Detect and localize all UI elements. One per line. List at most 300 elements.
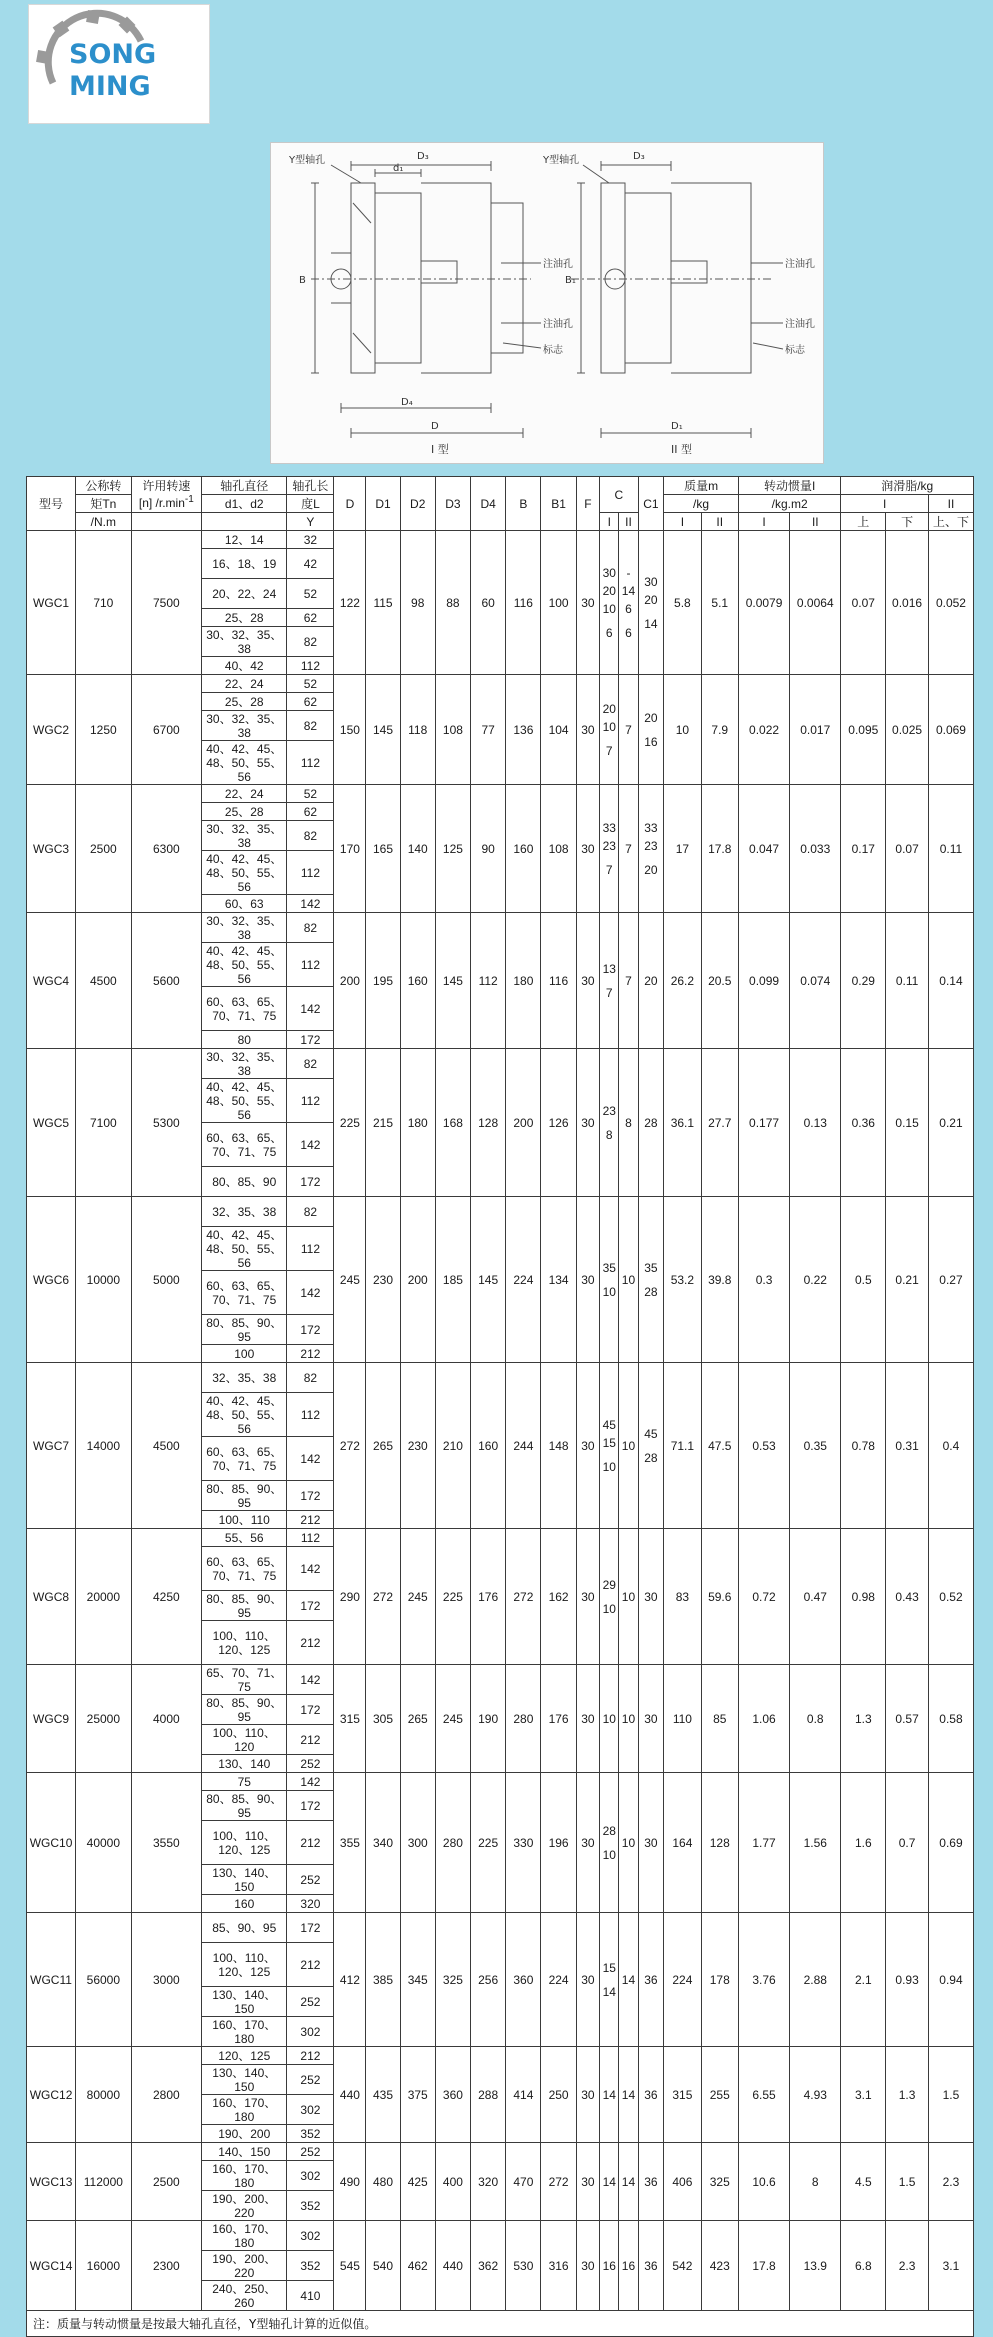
dim-d2-cell: 375 <box>400 2047 435 2143</box>
dim-d2-cell: 200 <box>400 1197 435 1363</box>
dim-b-cell: 360 <box>506 1913 541 2047</box>
bore-cell: 100、110 <box>202 1511 287 1529</box>
grease-down-cell: 0.57 <box>886 1665 929 1773</box>
dim-b1-cell: 148 <box>541 1363 576 1529</box>
dim-b-cell: 200 <box>506 1049 541 1197</box>
speed-cell: 2500 <box>131 2143 201 2221</box>
dim-f-cell: 30 <box>576 2143 599 2221</box>
dim-b1: B₁ <box>565 275 576 286</box>
dim-d3-cell: 325 <box>435 1913 470 2047</box>
table-row <box>27 675 974 693</box>
c-i-cell-value: 10 <box>602 601 616 616</box>
dim-b-cell: 136 <box>506 675 541 785</box>
table-row <box>27 2047 974 2065</box>
length-cell: 352 <box>287 2251 334 2281</box>
dim-d1-cell: 272 <box>366 1529 400 1665</box>
dim-b1-cell: 116 <box>541 913 576 1049</box>
c-i-cell <box>600 1665 619 1773</box>
mass-ii-cell: 17.8 <box>701 785 738 913</box>
dim-d1-cell: 195 <box>366 913 400 1049</box>
speed-cell: 3550 <box>131 1773 201 1913</box>
length-cell: 112 <box>287 1079 334 1123</box>
dim-d1-cell: 435 <box>366 2047 400 2143</box>
speed-cell: 4250 <box>131 1529 201 1665</box>
length-cell: 302 <box>287 2221 334 2251</box>
table-row <box>27 1665 974 1695</box>
dim-d-cell: 272 <box>334 1363 366 1529</box>
bore-cell: 40、42、45、48、50、55、56 <box>202 943 287 987</box>
model-cell: WGC8 <box>27 1529 76 1665</box>
c-i-cell <box>600 1529 619 1665</box>
dim-d1-cell: 340 <box>366 1773 400 1913</box>
c-ii-cell-value: 7 <box>625 973 632 988</box>
c-i-cell-value: 23 <box>602 838 616 853</box>
header-torque-l1: 公称转 <box>76 477 132 495</box>
inertia-ii-cell: 0.35 <box>790 1363 841 1529</box>
dim-f-cell: 30 <box>576 675 599 785</box>
c-i-cell-value: 10 <box>602 1711 616 1726</box>
mass-i-cell: 71.1 <box>664 1363 701 1529</box>
length-cell: 112 <box>287 1529 334 1547</box>
c-ii-cell <box>619 1197 638 1363</box>
c-i-cell-value: 7 <box>605 743 613 758</box>
speed-cell: 5300 <box>131 1049 201 1197</box>
header-d2: D2 <box>400 477 435 531</box>
c-ii-cell <box>619 1529 638 1665</box>
model-cell: WGC7 <box>27 1363 76 1529</box>
c-i-cell-value: 28 <box>602 1823 616 1838</box>
c-ii-cell-value: 6 <box>625 601 632 616</box>
inertia-ii-cell: 1.56 <box>790 1773 841 1913</box>
dim-f-cell: 30 <box>576 1913 599 2047</box>
c-i-cell-value: 14 <box>602 1984 616 1999</box>
dim-f-cell: 30 <box>576 1197 599 1363</box>
header-length-l2: 度L <box>287 495 334 513</box>
header-inertia-unit: /kg.m2 <box>738 495 840 513</box>
header-grease-i: I <box>841 495 929 513</box>
length-cell: 172 <box>287 1913 334 1943</box>
dim-d-cell: 200 <box>334 913 366 1049</box>
torque-cell: 2500 <box>76 785 132 913</box>
c1-cell <box>638 1363 664 1529</box>
logo-text-song: SONG <box>69 39 157 70</box>
c-ii-cell <box>619 1363 638 1529</box>
dim-d3-cell: 88 <box>435 531 470 675</box>
bore-cell: 55、56 <box>202 1529 287 1547</box>
length-cell: 302 <box>287 2017 334 2047</box>
length-cell: 112 <box>287 851 334 895</box>
dim-d-cell: 440 <box>334 2047 366 2143</box>
bore-cell: 40、42、45、48、50、55、56 <box>202 1227 287 1271</box>
length-cell: 52 <box>287 579 334 609</box>
dim-b1-cell: 196 <box>541 1773 576 1913</box>
c1-cell <box>638 675 664 785</box>
c-i-cell-value: 30 <box>602 565 616 580</box>
speed-cell: 3000 <box>131 1913 201 2047</box>
dim-d-cell: 225 <box>334 1049 366 1197</box>
header-inertia-i: I <box>738 513 789 531</box>
length-cell: 212 <box>287 1725 334 1755</box>
inertia-ii-cell: 2.88 <box>790 1913 841 2047</box>
c-ii-cell-value: 7 <box>625 841 632 856</box>
bore-cell: 30、32、35、38 <box>202 627 287 657</box>
inertia-ii-cell: 0.017 <box>790 675 841 785</box>
dim-f-cell: 30 <box>576 1773 599 1913</box>
dim-d-cell: 315 <box>334 1665 366 1773</box>
dim-b-cell: 224 <box>506 1197 541 1363</box>
mark-label-2: 标志 <box>785 345 805 356</box>
bore-cell: 160、170、180 <box>202 2221 287 2251</box>
c-i-cell <box>600 2221 619 2311</box>
grease-both-cell: 0.27 <box>928 1197 973 1363</box>
c-i-cell-value: 10 <box>602 1284 616 1299</box>
length-cell: 62 <box>287 609 334 627</box>
length-cell: 172 <box>287 1315 334 1345</box>
c-i-cell <box>600 531 619 675</box>
inertia-ii-cell: 0.22 <box>790 1197 841 1363</box>
dim-d2-cell: 245 <box>400 1529 435 1665</box>
grease-both-cell: 0.14 <box>928 913 973 1049</box>
c-i-cell-value: 15 <box>602 1960 616 1975</box>
inertia-ii-cell: 0.033 <box>790 785 841 913</box>
dim-b-cell: 530 <box>506 2221 541 2311</box>
length-cell: 142 <box>287 1547 334 1591</box>
bore-cell: 80、85、90、95 <box>202 1315 287 1345</box>
inertia-ii-cell: 0.074 <box>790 913 841 1049</box>
torque-cell: 710 <box>76 531 132 675</box>
c-ii-cell <box>619 1773 638 1913</box>
dim-d3-cell: 125 <box>435 785 470 913</box>
torque-cell: 14000 <box>76 1363 132 1529</box>
length-cell: 82 <box>287 1363 334 1393</box>
header-bore-blank <box>202 513 287 531</box>
oil-hole-label-3: 注油孔 <box>785 259 815 270</box>
speed-cell: 6700 <box>131 675 201 785</box>
bore-cell: 190、200、220 <box>202 2251 287 2281</box>
c1-cell-value: 20 <box>644 973 658 988</box>
dim-d2-cell: 345 <box>400 1913 435 2047</box>
dim-d3-cell: 280 <box>435 1773 470 1913</box>
dim-d4-cell: 176 <box>471 1529 506 1665</box>
inertia-i-cell: 0.53 <box>738 1363 789 1529</box>
dim-d4-cell: 90 <box>471 785 506 913</box>
torque-cell: 25000 <box>76 1665 132 1773</box>
grease-down-cell: 0.025 <box>886 675 929 785</box>
length-cell: 142 <box>287 987 334 1031</box>
speed-cell: 5000 <box>131 1197 201 1363</box>
header-c1: C1 <box>638 477 664 531</box>
grease-up-cell: 4.5 <box>841 2143 886 2221</box>
length-cell: 252 <box>287 2065 334 2095</box>
dim-f-cell: 30 <box>576 1529 599 1665</box>
dim-d4-cell: 225 <box>471 1773 506 1913</box>
c-ii-cell-value: 14 <box>621 1972 636 1987</box>
c-ii-cell-value: 10 <box>621 1272 636 1287</box>
mass-i-cell: 83 <box>664 1529 701 1665</box>
length-cell: 112 <box>287 741 334 785</box>
length-cell: 172 <box>287 1591 334 1621</box>
table-footnote: 注：质量与转动惯量是按最大轴孔直径，Y型轴孔计算的近似值。 <box>26 2311 974 2337</box>
grease-both-cell: 0.069 <box>928 675 973 785</box>
mass-i-cell: 17 <box>664 785 701 913</box>
c-i-cell-value: 29 <box>602 1577 616 1592</box>
length-cell: 252 <box>287 2143 334 2161</box>
c1-cell <box>638 2047 664 2143</box>
dim-d1-cell: 265 <box>366 1363 400 1529</box>
c1-cell <box>638 785 664 913</box>
bore-cell: 32、35、38 <box>202 1363 287 1393</box>
table-row <box>27 531 974 549</box>
c-i-cell-value: 16 <box>602 2258 616 2273</box>
bore-cell: 240、250、260 <box>202 2281 287 2311</box>
c-ii-cell <box>619 1049 638 1197</box>
c-i-cell <box>600 2047 619 2143</box>
bore-cell: 80、85、90、95 <box>202 1481 287 1511</box>
length-cell: 82 <box>287 627 334 657</box>
torque-cell: 7100 <box>76 1049 132 1197</box>
c1-cell <box>638 913 664 1049</box>
bore-cell: 130、140、150 <box>202 1987 287 2017</box>
header-inertia: 转动惯量I <box>738 477 840 495</box>
grease-down-cell: 0.7 <box>886 1773 929 1913</box>
inertia-i-cell: 0.177 <box>738 1049 789 1197</box>
mass-i-cell: 10 <box>664 675 701 785</box>
bore-cell: 80、85、90、95 <box>202 1591 287 1621</box>
bore-cell: 190、200、220 <box>202 2191 287 2221</box>
model-cell: WGC2 <box>27 675 76 785</box>
c1-cell-value: 28 <box>644 1450 658 1465</box>
bore-cell: 100、110、120、125 <box>202 1943 287 1987</box>
speed-cell: 4500 <box>131 1363 201 1529</box>
length-cell: 252 <box>287 1755 334 1773</box>
grease-down-cell: 0.93 <box>886 1913 929 2047</box>
header-d4: D4 <box>471 477 506 531</box>
c-i-cell-value: 14 <box>602 2087 616 2102</box>
inertia-ii-cell: 0.13 <box>790 1049 841 1197</box>
dim-b1-cell: 272 <box>541 2143 576 2221</box>
c-i-cell <box>600 675 619 785</box>
header-grease-both: 上、下 <box>928 513 973 531</box>
mass-ii-cell: 85 <box>701 1665 738 1773</box>
header-bore: 轴孔直径 <box>202 477 287 495</box>
dim-b-cell: 414 <box>506 2047 541 2143</box>
mass-ii-cell: 20.5 <box>701 913 738 1049</box>
model-cell: WGC13 <box>27 2143 76 2221</box>
dim-d2-cell: 180 <box>400 1049 435 1197</box>
dim-f-cell: 30 <box>576 1665 599 1773</box>
length-cell: 62 <box>287 803 334 821</box>
dim-d1-cell: 215 <box>366 1049 400 1197</box>
c-i-cell-value: 8 <box>605 1127 613 1142</box>
y-hole-label-2: Y型轴孔 <box>543 155 580 166</box>
dim-d4-cell: 256 <box>471 1913 506 2047</box>
inertia-i-cell: 6.55 <box>738 2047 789 2143</box>
oil-hole-label-2: 注油孔 <box>543 319 573 330</box>
c1-cell-value: 33 <box>644 820 658 835</box>
length-cell: 82 <box>287 1049 334 1079</box>
bore-cell: 40、42、45、48、50、55、56 <box>202 1393 287 1437</box>
c1-cell-value: 45 <box>644 1426 658 1441</box>
bore-cell: 160、170、180 <box>202 2095 287 2125</box>
c1-cell <box>638 2143 664 2221</box>
grease-up-cell: 0.36 <box>841 1049 886 1197</box>
c-i-cell-value: 35 <box>602 1260 616 1275</box>
dim-d1-cell: 480 <box>366 2143 400 2221</box>
table-row <box>27 1773 974 1791</box>
c1-cell <box>638 2221 664 2311</box>
dim-d2-cell: 118 <box>400 675 435 785</box>
table-row <box>27 785 974 803</box>
dim-d2-cell: 265 <box>400 1665 435 1773</box>
c-ii-cell-value: 7 <box>625 722 632 737</box>
dim-d3-cell: 225 <box>435 1529 470 1665</box>
header-mass-unit: /kg <box>664 495 739 513</box>
dim-f-cell: 30 <box>576 785 599 913</box>
length-cell: 82 <box>287 821 334 851</box>
grease-up-cell: 1.6 <box>841 1773 886 1913</box>
torque-cell: 40000 <box>76 1773 132 1913</box>
mass-ii-cell: 178 <box>701 1913 738 2047</box>
torque-cell: 1250 <box>76 675 132 785</box>
grease-up-cell: 0.17 <box>841 785 886 913</box>
spec-table-container <box>26 476 974 2337</box>
bore-cell: 25、28 <box>202 609 287 627</box>
c-i-cell-value: 10 <box>602 1601 616 1616</box>
header-inertia-ii: II <box>790 513 841 531</box>
bore-cell: 130、140、150 <box>202 1865 287 1895</box>
bore-cell: 130、140 <box>202 1755 287 1773</box>
dim-f-cell: 30 <box>576 531 599 675</box>
dim-d2-cell: 230 <box>400 1363 435 1529</box>
header-mass-i: I <box>664 513 701 531</box>
length-cell: 142 <box>287 1665 334 1695</box>
c-ii-cell-value: 10 <box>621 1589 636 1604</box>
inertia-i-cell: 1.06 <box>738 1665 789 1773</box>
c-i-cell-value: 7 <box>605 985 613 1000</box>
table-row <box>27 1913 974 1943</box>
length-cell: 52 <box>287 675 334 693</box>
c-ii-cell <box>619 913 638 1049</box>
c-i-cell <box>600 1049 619 1197</box>
mass-i-cell: 164 <box>664 1773 701 1913</box>
dim-d-cell: 290 <box>334 1529 366 1665</box>
c1-cell-value: 30 <box>644 1711 658 1726</box>
c1-cell <box>638 531 664 675</box>
length-cell: 302 <box>287 2161 334 2191</box>
dim-d3-cell: 360 <box>435 2047 470 2143</box>
bore-cell: 130、140、150 <box>202 2065 287 2095</box>
c1-cell <box>638 1197 664 1363</box>
speed-cell: 2300 <box>131 2221 201 2311</box>
dim-d4-cell: 77 <box>471 675 506 785</box>
c-i-cell <box>600 1197 619 1363</box>
header-d: D <box>334 477 366 531</box>
dim-d-cell: 412 <box>334 1913 366 2047</box>
c1-cell-value: 28 <box>644 1284 658 1299</box>
length-cell: 112 <box>287 943 334 987</box>
grease-down-cell: 0.11 <box>886 913 929 1049</box>
length-cell: 302 <box>287 2095 334 2125</box>
spec-table <box>26 476 974 2311</box>
dim-d3-cell: 400 <box>435 2143 470 2221</box>
c1-cell-value: 35 <box>644 1260 658 1275</box>
c-ii-cell-value: 10 <box>621 1711 636 1726</box>
bore-cell: 60、63 <box>202 895 287 913</box>
dim-b1-cell: 224 <box>541 1913 576 2047</box>
bore-cell: 100、110、120、125 <box>202 1621 287 1665</box>
length-cell: 212 <box>287 1345 334 1363</box>
header-speed-sup: -1 <box>184 494 194 505</box>
grease-both-cell: 0.69 <box>928 1773 973 1913</box>
coupling-diagram <box>270 142 824 464</box>
dim-b1-cell: 108 <box>541 785 576 913</box>
length-cell: 212 <box>287 2047 334 2065</box>
bore-cell: 160、170、180 <box>202 2161 287 2191</box>
dim-d3-cell: 210 <box>435 1363 470 1529</box>
c-ii-cell-value: 14 <box>621 2087 636 2102</box>
dim-f-cell: 30 <box>576 1049 599 1197</box>
mass-ii-cell: 423 <box>701 2221 738 2311</box>
c1-cell-value: 23 <box>644 838 658 853</box>
length-cell: 82 <box>287 913 334 943</box>
dim-d3-cell: 145 <box>435 913 470 1049</box>
c1-cell <box>638 1529 664 1665</box>
bore-cell: 40、42、45、48、50、55、56 <box>202 851 287 895</box>
bore-cell: 140、150 <box>202 2143 287 2161</box>
c-i-cell <box>600 2143 619 2221</box>
dim-d1: d₁ <box>393 163 404 174</box>
speed-cell: 4000 <box>131 1665 201 1773</box>
dim-b-cell: 180 <box>506 913 541 1049</box>
grease-both-cell: 0.58 <box>928 1665 973 1773</box>
c-i-cell <box>600 913 619 1049</box>
length-cell: 212 <box>287 1821 334 1865</box>
grease-down-cell: 2.3 <box>886 2221 929 2311</box>
c1-cell-value: 30 <box>644 574 658 589</box>
header-grease: 润滑脂/kg <box>841 477 974 495</box>
grease-down-cell: 0.31 <box>886 1363 929 1529</box>
c-ii-cell-value: 14 <box>621 583 636 598</box>
dim-d: D <box>431 421 439 432</box>
bore-cell: 75 <box>202 1773 287 1791</box>
dim-d4-cell: 190 <box>471 1665 506 1773</box>
c-i-cell-value: 10 <box>602 1459 616 1474</box>
length-cell: 142 <box>287 1271 334 1315</box>
grease-down-cell: 1.5 <box>886 2143 929 2221</box>
length-cell: 112 <box>287 1393 334 1437</box>
length-cell: 142 <box>287 1437 334 1481</box>
c-ii-cell <box>619 1913 638 2047</box>
grease-up-cell: 6.8 <box>841 2221 886 2311</box>
dim-d3-ii: D₃ <box>633 151 645 162</box>
model-cell: WGC5 <box>27 1049 76 1197</box>
dim-b-cell: 160 <box>506 785 541 913</box>
c1-cell-value: 20 <box>644 592 658 607</box>
header-c-ii: II <box>619 513 638 531</box>
dim-b: B <box>299 275 306 286</box>
length-cell: 172 <box>287 1167 334 1197</box>
dim-b1-cell: 104 <box>541 675 576 785</box>
inertia-i-cell: 3.76 <box>738 1913 789 2047</box>
grease-down-cell: 0.016 <box>886 531 929 675</box>
mass-ii-cell: 5.1 <box>701 531 738 675</box>
c-ii-cell <box>619 2047 638 2143</box>
dim-d2-cell: 462 <box>400 2221 435 2311</box>
c-ii-cell <box>619 2221 638 2311</box>
inertia-ii-cell: 8 <box>790 2143 841 2221</box>
inertia-i-cell: 0.047 <box>738 785 789 913</box>
c-ii-cell-value: 10 <box>621 1835 636 1850</box>
